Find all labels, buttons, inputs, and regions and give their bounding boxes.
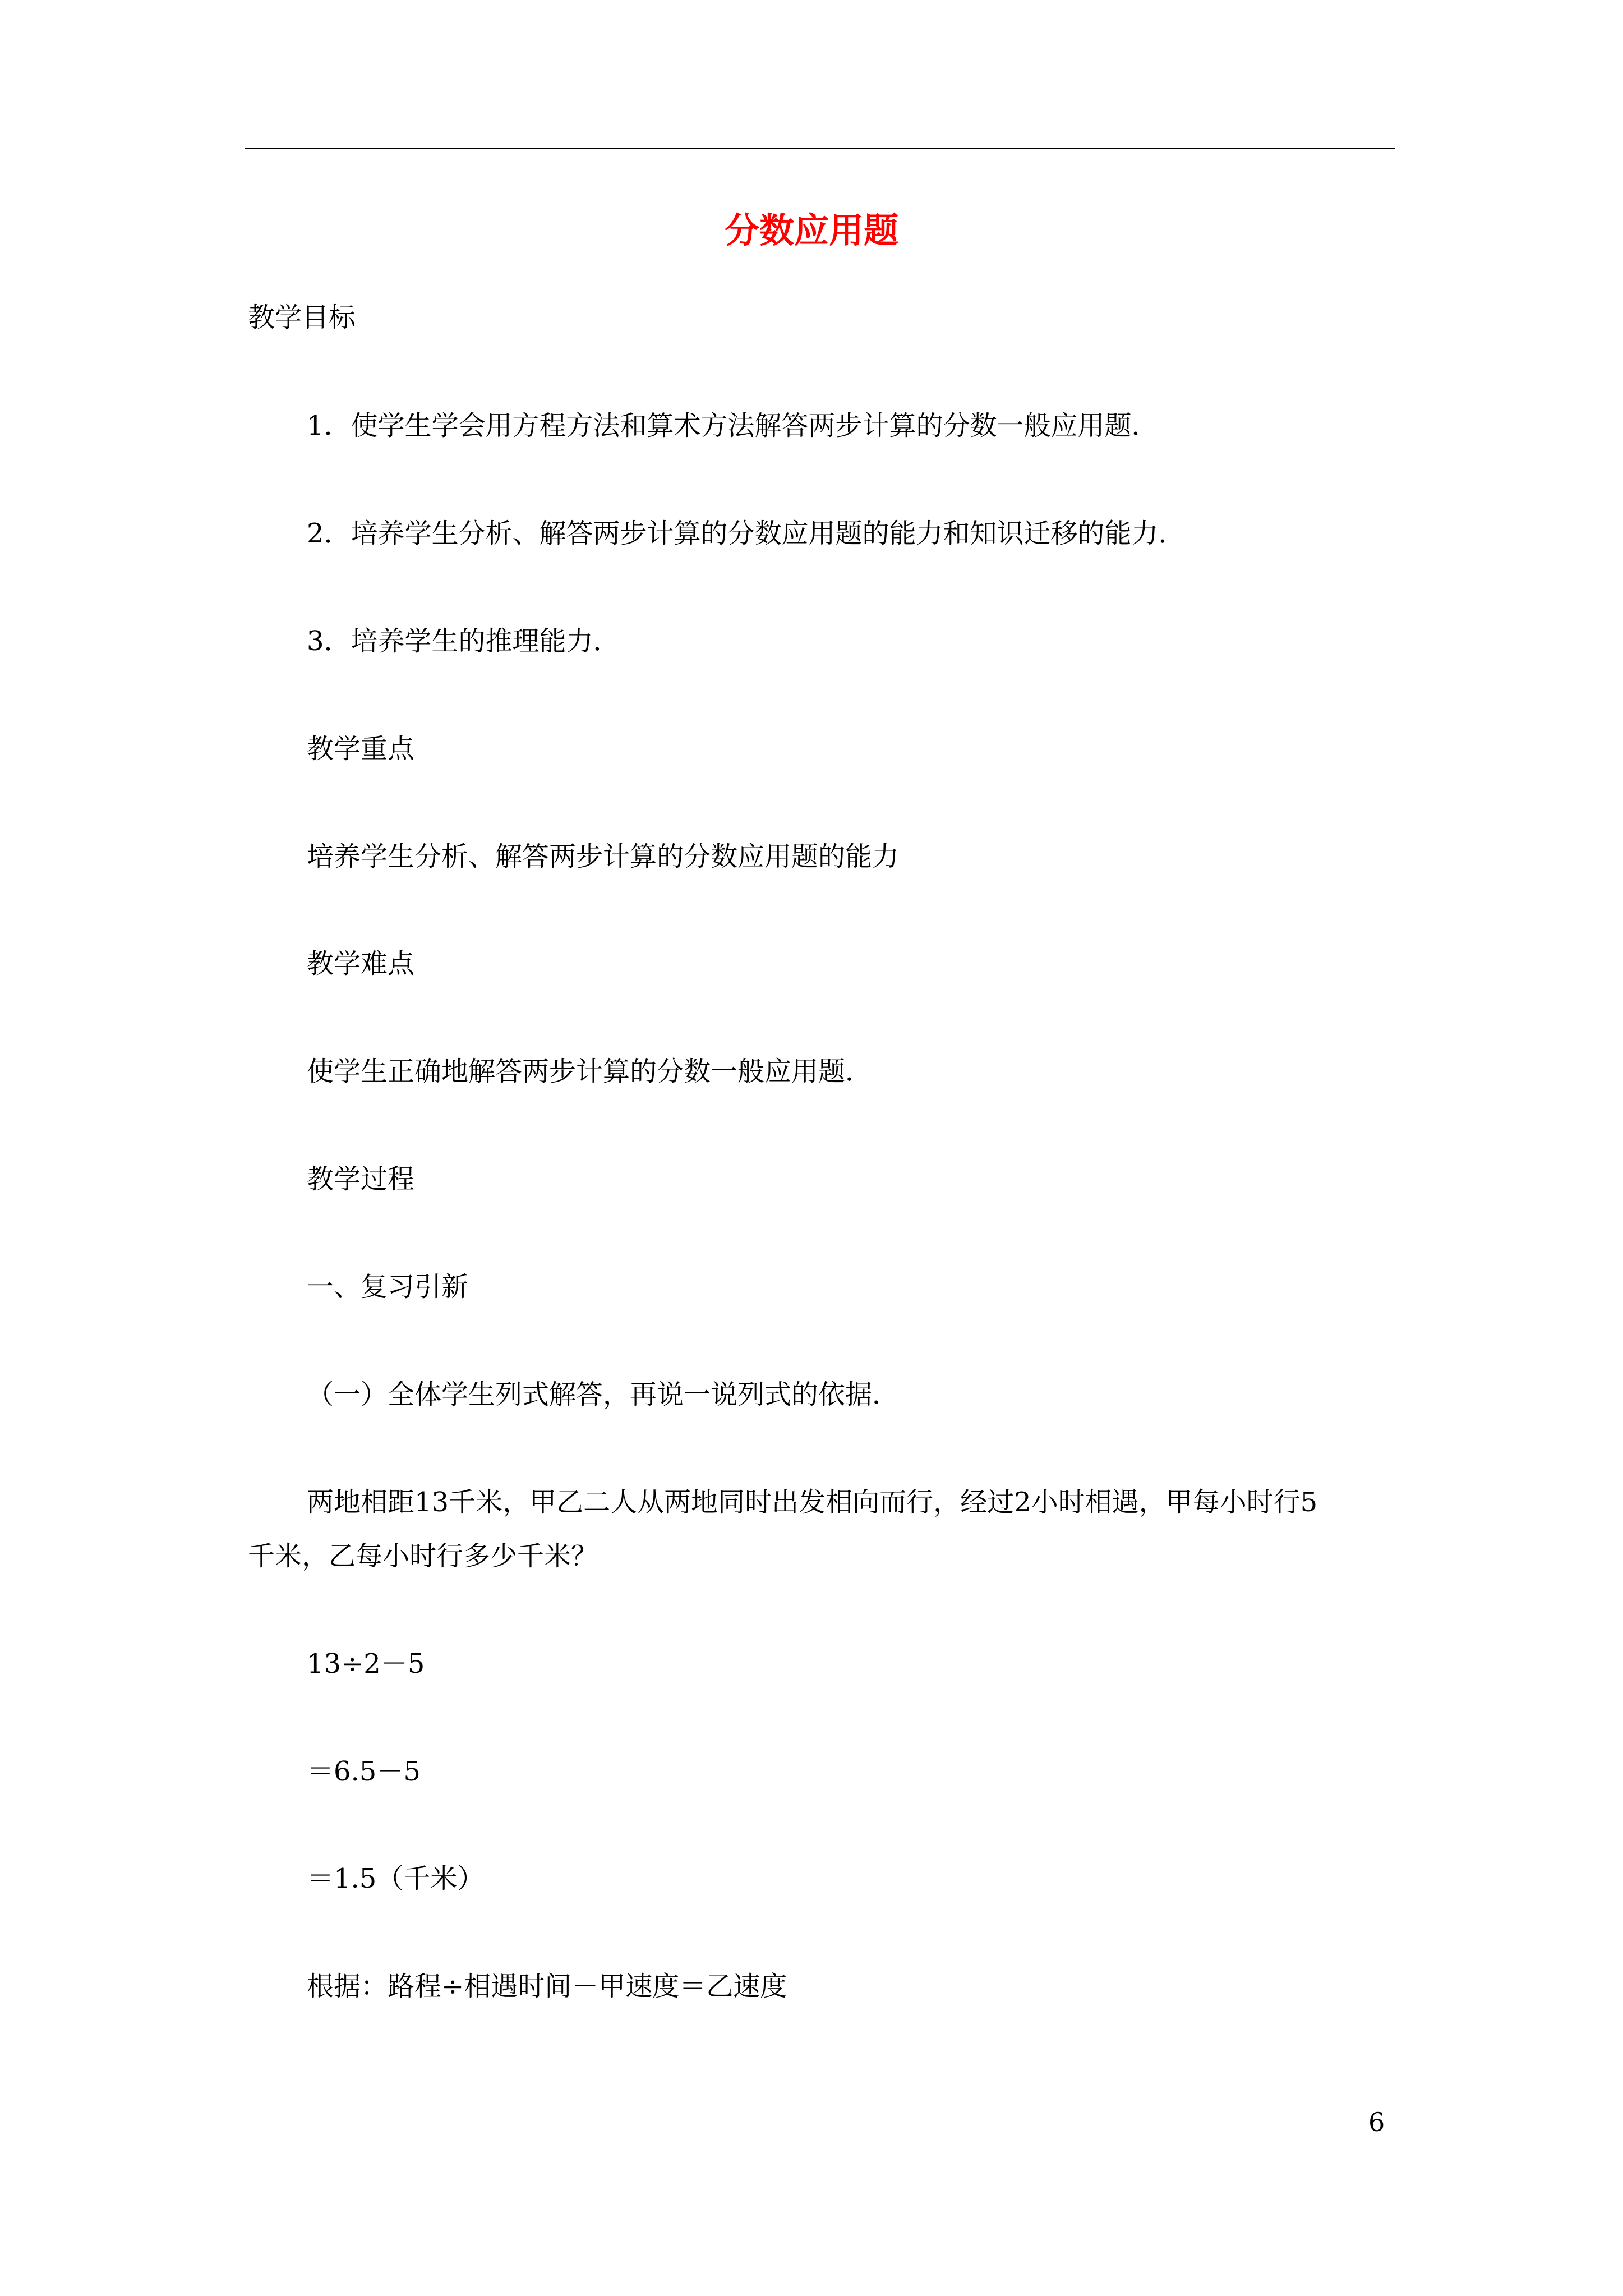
objective-2: 2．培养学生分析、解答两步计算的分数应用题的能力和知识迁移的能力． (307, 518, 1186, 549)
calculation-step-1: 13÷2－5 (307, 1648, 425, 1680)
calculation-step-3: ＝1.5（千米） (307, 1863, 485, 1894)
page-number: 6 (1368, 2107, 1385, 2137)
heading-teaching-process: 教学过程 (307, 1163, 415, 1195)
basis-text: 根据：路程÷相遇时间－甲速度＝乙速度 (307, 1971, 787, 2002)
calculation-step-2: ＝6.5－5 (307, 1756, 421, 1787)
problem-text-line-2: 千米，乙每小时行多少千米？ (248, 1540, 598, 1572)
difficulties-text: 使学生正确地解答两步计算的分数一般应用题． (307, 1056, 873, 1087)
key-points-text: 培养学生分析、解答两步计算的分数应用题的能力 (307, 841, 900, 872)
header-rule (245, 148, 1395, 149)
subsection-1: （一）全体学生列式解答，再说一说列式的依据． (307, 1379, 900, 1410)
objective-3: 3．培养学生的推理能力． (307, 625, 620, 657)
objective-1: 1．使学生学会用方程方法和算术方法解答两步计算的分数一般应用题． (307, 410, 1159, 441)
heading-difficulties: 教学难点 (307, 948, 415, 979)
section-review: 一、复习引新 (307, 1271, 469, 1303)
heading-key-points: 教学重点 (307, 733, 415, 765)
heading-teaching-objectives: 教学目标 (248, 302, 356, 333)
page-title: 分数应用题 (724, 210, 898, 251)
problem-text-line-1: 两地相距13千米，甲乙二人从两地同时出发相向而行，经过2小时相遇，甲每小时行5 (307, 1487, 1318, 1518)
